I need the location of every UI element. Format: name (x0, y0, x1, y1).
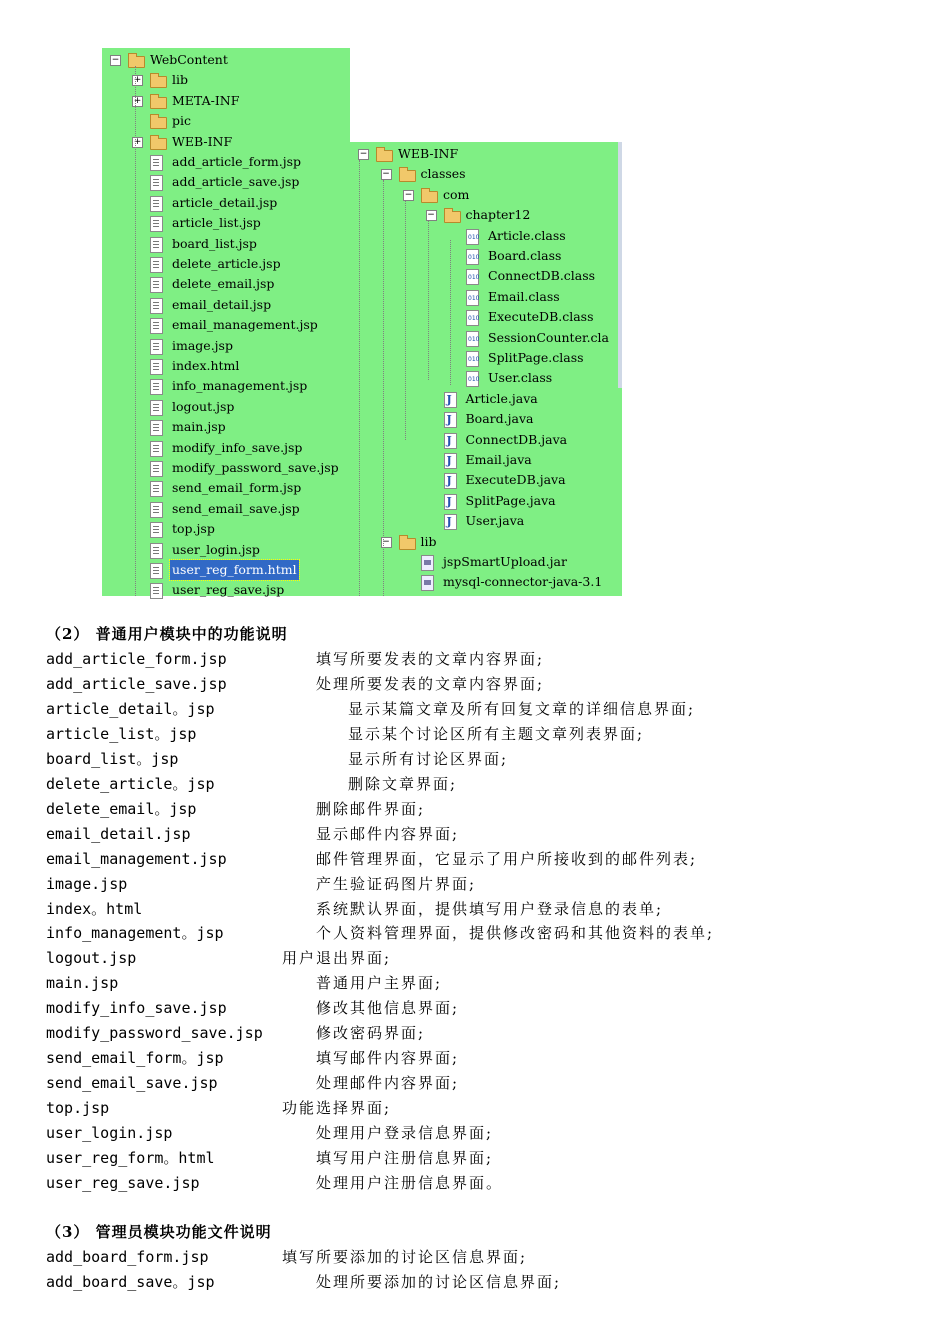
tree-node-label: ConnectDB.java (465, 431, 568, 447)
tree-node-label: ExecuteDB.class (488, 309, 594, 325)
file-description: 处理邮件内容界面; (316, 1074, 460, 1093)
tree-node-label: chapter12 (465, 207, 531, 223)
tree-node-label: ExecuteDB.java (465, 472, 566, 488)
file-name: add_article_save.jsp (46, 674, 227, 693)
tree-node-label: Article.class (488, 227, 566, 243)
tree-node-label: lib (420, 533, 437, 549)
class-file-icon (466, 331, 479, 347)
jsp-file-icon (150, 583, 163, 599)
tree-node-label: modify_password_save.jsp (172, 460, 339, 475)
file-name: email_management.jsp (46, 849, 227, 868)
jsp-file-icon (150, 196, 163, 212)
tree-node-label: WEB-INF (172, 133, 233, 149)
jsp-file-icon (150, 257, 163, 273)
class-file-icon (466, 249, 479, 265)
file-description: 填写所要发表的文章内容界面; (316, 650, 545, 668)
tree-connector-line (135, 66, 136, 596)
jar-file-icon (421, 575, 434, 591)
file-name: add_board_form.jsp (46, 1248, 209, 1266)
folder-icon (150, 117, 167, 129)
jar-file-icon (421, 555, 434, 571)
tree-node-label: info_management.jsp (172, 378, 308, 394)
tree-node-label: com (443, 186, 470, 202)
jsp-file-icon (150, 481, 163, 497)
java-file-icon (444, 494, 457, 510)
tree-node-label: lib (172, 72, 188, 88)
class-file-icon (466, 229, 479, 245)
tree-node-label: classes (420, 166, 466, 182)
jsp-file-icon (150, 441, 163, 457)
tree-node-label: META-INF (172, 92, 240, 108)
file-description: 处理用户登录信息界面; (316, 1124, 494, 1143)
file-name: modify_info_save.jsp (46, 999, 227, 1018)
tree-connector-line (428, 220, 429, 380)
html-file-icon (150, 359, 163, 375)
tree-node-label: board_list.jsp (172, 235, 257, 251)
file-name: article_list。jsp (46, 724, 197, 743)
file-name: delete_email。jsp (46, 799, 197, 818)
file-name: delete_article。jsp (46, 774, 215, 793)
webcontent-tree-panel (102, 48, 350, 596)
class-file-icon (466, 290, 479, 306)
expand-toggle-icon[interactable]: + (133, 75, 142, 86)
collapse-toggle-icon[interactable]: − (427, 210, 435, 221)
file-description: 个人资料管理界面，提供修改密码和其他资料的表单; (316, 924, 715, 943)
jsp-file-icon (150, 522, 163, 538)
tree-node-label: WebContent (150, 52, 228, 67)
tree-scrollbar-thumb[interactable] (618, 142, 622, 388)
tree-node-label: delete_article.jsp (172, 256, 281, 271)
file-name: add_article_form.jsp (46, 650, 227, 668)
tree-node-label: user_reg_save.jsp (172, 582, 285, 598)
file-name: top.jsp (46, 1099, 110, 1118)
tree-node-label: SessionCounter.cla (488, 329, 610, 345)
collapse-toggle-icon[interactable]: − (111, 55, 120, 65)
tree-node-label: user_login.jsp (172, 541, 260, 557)
file-description: 显示某个讨论区所有主题文章列表界面; (348, 724, 645, 743)
folder-icon (399, 170, 416, 182)
html-file-icon (150, 563, 163, 579)
class-file-icon (466, 371, 479, 387)
file-name: modify_password_save.jsp (46, 1024, 263, 1043)
tree-node-label: user_reg_form.html (170, 560, 299, 580)
class-file-icon (466, 310, 479, 326)
tree-node-label: delete_email.jsp (172, 276, 275, 292)
tree-node-label: add_article_save.jsp (172, 174, 300, 190)
tree-node-label: article_detail.jsp (172, 194, 278, 210)
tree-connector-line (405, 200, 406, 440)
tree-node-label: send_email_save.jsp (172, 500, 300, 516)
java-file-icon (444, 453, 457, 469)
jsp-file-icon (150, 400, 163, 416)
class-file-icon (466, 269, 479, 285)
java-file-icon (444, 412, 457, 428)
file-name: index。html (46, 899, 143, 918)
file-description: 删除文章界面; (348, 774, 458, 793)
file-description: 处理所要发表的文章内容界面; (316, 674, 545, 693)
file-name: board_list。jsp (46, 749, 179, 768)
jsp-file-icon (150, 420, 163, 436)
file-description: 修改密码界面; (316, 1024, 426, 1043)
file-description: 修改其他信息界面; (316, 999, 460, 1018)
tree-node-label: add_article_form.jsp (172, 154, 302, 169)
jsp-file-icon (150, 543, 163, 559)
tree-node-label: top.jsp (172, 521, 215, 537)
file-name: logout.jsp (46, 949, 137, 968)
file-name: email_detail.jsp (46, 824, 191, 843)
tree-node-label: email_management.jsp (172, 317, 318, 333)
java-file-icon (444, 514, 457, 530)
file-name: send_email_save.jsp (46, 1074, 218, 1093)
tree-node-label: jspSmartUpload.jar (443, 554, 567, 569)
section2-title: （2） 普通用户模块中的功能说明 (46, 625, 288, 643)
jsp-file-icon (150, 175, 163, 191)
tree-node-label: mysql-connector-java-3.1 (443, 574, 603, 590)
jsp-file-icon (150, 318, 163, 334)
tree-scrollbar[interactable] (618, 142, 622, 388)
folder-icon (150, 138, 167, 150)
tree-connector-line (359, 160, 360, 596)
file-description: 产生验证码图片界面; (316, 874, 477, 893)
jsp-file-icon (150, 216, 163, 232)
jsp-file-icon (150, 461, 163, 477)
tree-node-label: image.jsp (172, 337, 233, 353)
file-description: 删除邮件界面; (316, 799, 426, 818)
java-file-icon (444, 473, 457, 489)
file-description: 处理用户注册信息界面。 (316, 1173, 504, 1192)
tree-node-label: Article.java (465, 390, 538, 406)
tree-node-label: User.class (488, 370, 553, 386)
tree-node-label: send_email_form.jsp (172, 480, 302, 496)
file-description: 填写所要添加的讨论区信息界面; (282, 1248, 528, 1266)
folder-icon (150, 76, 167, 88)
expand-toggle-icon[interactable]: + (133, 95, 142, 106)
tree-node-label: Board.class (488, 248, 562, 263)
tree-node-label: SplitPage.class (488, 350, 584, 365)
jsp-file-icon (150, 502, 163, 518)
expand-toggle-icon[interactable]: + (133, 136, 142, 147)
file-description: 填写用户注册信息界面; (316, 1149, 494, 1167)
web-inf-tree-panel (350, 142, 622, 596)
tree-node-label: main.jsp (172, 419, 226, 435)
java-file-icon (444, 433, 457, 449)
tree-connector-line (450, 240, 451, 385)
tree-node-label: email_detail.jsp (172, 296, 272, 312)
file-description: 用户退出界面; (282, 949, 392, 968)
file-description: 邮件管理界面，它显示了用户所接收到的邮件列表; (316, 849, 698, 868)
jsp-file-icon (150, 237, 163, 253)
tree-node-label: SplitPage.java (465, 492, 556, 508)
file-description: 填写邮件内容界面; (316, 1049, 460, 1068)
file-description: 功能选择界面; (282, 1099, 392, 1118)
file-description: 普通用户主界面; (316, 974, 443, 993)
file-name: user_login.jsp (46, 1124, 173, 1143)
file-description: 显示某篇文章及所有回复文章的详细信息界面; (348, 699, 696, 718)
tree-node-label: User.java (465, 513, 525, 529)
jsp-file-icon (150, 339, 163, 355)
collapse-toggle-icon[interactable]: − (382, 169, 390, 180)
folder-icon (376, 150, 393, 162)
folder-icon (444, 211, 461, 223)
file-description: 显示邮件内容界面; (316, 824, 460, 843)
tree-node-label: ConnectDB.class (488, 268, 596, 284)
java-file-icon (444, 392, 457, 408)
collapse-toggle-icon[interactable]: − (382, 536, 390, 547)
tree-node-label: Board.java (465, 411, 534, 427)
tree-node-label: modify_info_save.jsp (172, 439, 303, 455)
file-name: main.jsp (46, 974, 119, 993)
folder-icon (128, 56, 145, 68)
file-name: info_management。jsp (46, 924, 224, 943)
tree-node-label: Email.java (465, 452, 532, 467)
file-name: article_detail。jsp (46, 699, 215, 718)
file-description: 处理所要添加的讨论区信息界面; (316, 1272, 562, 1291)
tree-node-label: WEB-INF (398, 146, 459, 161)
jsp-file-icon (150, 298, 163, 314)
collapse-toggle-icon[interactable]: − (359, 149, 368, 159)
jsp-file-icon (150, 379, 163, 395)
file-name: add_board_save。jsp (46, 1272, 215, 1291)
tree-node-label: article_list.jsp (172, 215, 261, 231)
folder-icon (421, 191, 438, 203)
tree-node-label: logout.jsp (172, 398, 235, 414)
class-file-icon (466, 351, 479, 367)
file-description: 显示所有讨论区界面; (348, 749, 509, 768)
tree-node-label: Email.class (488, 288, 560, 304)
file-name: image.jsp (46, 874, 128, 893)
tree-node-label: index.html (172, 358, 240, 373)
section3-title: （3） 管理员模块功能文件说明 (46, 1223, 272, 1241)
jsp-file-icon (150, 277, 163, 293)
collapse-toggle-icon[interactable]: − (404, 189, 413, 200)
folder-icon (399, 538, 416, 550)
tree-node-label: pic (172, 113, 192, 129)
file-name: send_email_form。jsp (46, 1049, 224, 1068)
tree-connector-line (383, 180, 384, 596)
jsp-file-icon (150, 155, 163, 171)
folder-icon (150, 97, 167, 109)
file-name: user_reg_form。html (46, 1149, 215, 1167)
file-description: 系统默认界面，提供填写用户登录信息的表单; (316, 899, 664, 918)
file-name: user_reg_save.jsp (46, 1173, 200, 1192)
